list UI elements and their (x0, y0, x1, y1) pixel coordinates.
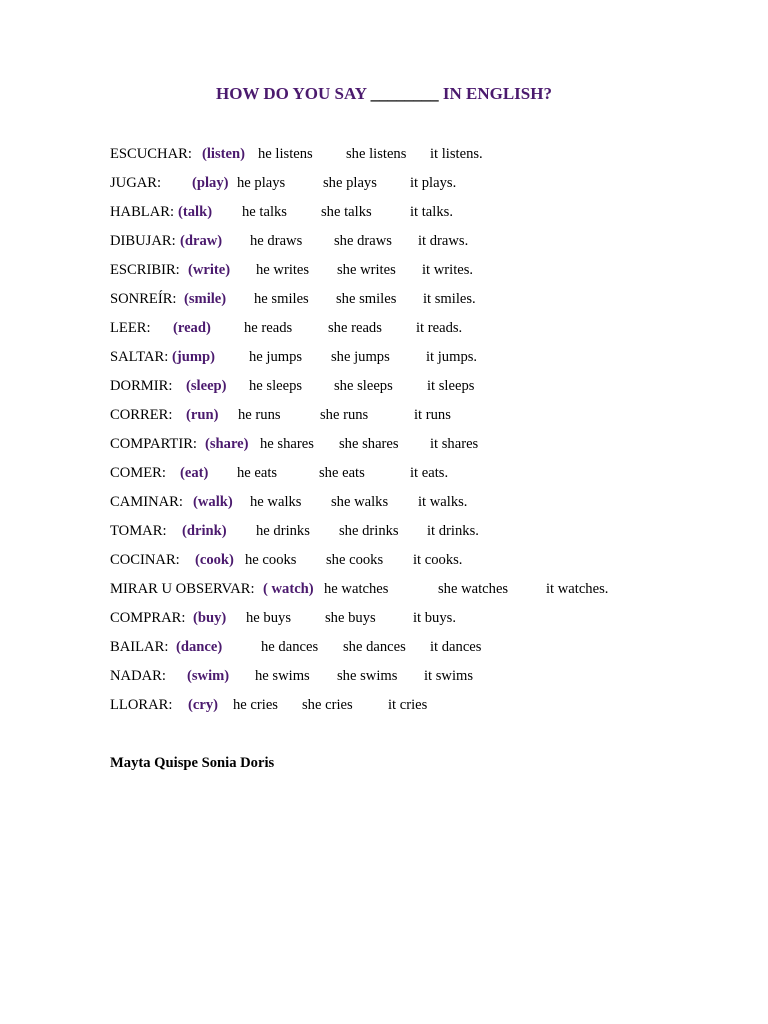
it-form: it sleeps (427, 378, 475, 394)
spanish-verb: NADAR: (110, 668, 166, 684)
she-form: she walks (331, 494, 389, 510)
he-form: he listens (258, 146, 313, 162)
it-form: it drinks. (427, 523, 479, 539)
she-form: she sleeps (334, 378, 393, 394)
he-form: he runs (238, 407, 281, 423)
he-form: he swims (255, 668, 310, 684)
she-form: she cooks (326, 552, 384, 568)
spanish-verb: CAMINAR: (110, 494, 183, 510)
it-form: it writes. (422, 262, 474, 278)
english-verb: (cook) (195, 552, 234, 568)
english-verb: (drink) (182, 523, 227, 539)
english-verb: (walk) (193, 494, 233, 510)
he-form: he dances (261, 639, 319, 655)
title-blank: ________ (370, 84, 439, 103)
english-verb: (smile) (184, 291, 227, 307)
it-form: it runs (414, 407, 451, 423)
she-form: she listens (346, 146, 407, 162)
she-form: she reads (328, 320, 382, 336)
he-form: he plays (237, 175, 286, 191)
verb-row (0, 491, 768, 513)
spanish-verb: MIRAR U OBSERVAR: (110, 581, 255, 597)
she-form: she talks (321, 204, 372, 220)
he-form: he draws (250, 233, 303, 249)
he-form: he walks (250, 494, 302, 510)
she-form: she cries (302, 697, 353, 713)
she-form: she eats (319, 465, 365, 481)
spanish-verb: LLORAR: (110, 697, 173, 713)
he-form: he shares (260, 436, 314, 452)
verb-row (0, 230, 768, 252)
verb-row (0, 578, 768, 600)
english-verb: (read) (173, 320, 211, 336)
spanish-verb: BAILAR: (110, 639, 169, 655)
spanish-verb: SALTAR: (110, 349, 169, 365)
it-form: it listens. (430, 146, 483, 162)
english-verb: (jump) (172, 349, 215, 365)
she-form: she watches (438, 581, 509, 597)
verb-row (0, 288, 768, 310)
verb-row (0, 520, 768, 542)
he-form: he reads (244, 320, 293, 336)
verb-row (0, 433, 768, 455)
page-title (0, 84, 768, 104)
she-form: she shares (339, 436, 399, 452)
it-form: it buys. (413, 610, 456, 626)
he-form: he watches (324, 581, 389, 597)
she-form: she runs (320, 407, 369, 423)
spanish-verb: ESCRIBIR: (110, 262, 180, 278)
she-form: she plays (323, 175, 377, 191)
english-verb: (write) (188, 262, 231, 278)
english-verb: (draw) (180, 233, 223, 249)
verb-row (0, 462, 768, 484)
verb-row (0, 143, 768, 165)
he-form: he cooks (245, 552, 297, 568)
he-form: he buys (246, 610, 291, 626)
verb-row (0, 259, 768, 281)
english-verb: (eat) (180, 465, 209, 481)
english-verb: (play) (192, 175, 229, 191)
spanish-verb: COMER: (110, 465, 166, 481)
he-form: he talks (242, 204, 287, 220)
it-form: it plays. (410, 175, 457, 191)
he-form: he sleeps (249, 378, 303, 394)
verb-row (0, 665, 768, 687)
she-form: she writes (337, 262, 396, 278)
spanish-verb: COMPARTIR: (110, 436, 197, 452)
spanish-verb: COMPRAR: (110, 610, 186, 626)
verb-row (0, 404, 768, 426)
english-verb: (dance) (176, 639, 223, 655)
spanish-verb: DORMIR: (110, 378, 173, 394)
verb-row (0, 549, 768, 571)
spanish-verb: DIBUJAR: (110, 233, 176, 249)
spanish-verb: JUGAR: (110, 175, 162, 191)
it-form: it walks. (418, 494, 468, 510)
it-form: it swims (424, 668, 474, 684)
she-form: she drinks (339, 523, 399, 539)
english-verb: (listen) (202, 146, 245, 162)
spanish-verb: COCINAR: (110, 552, 180, 568)
verb-row (0, 694, 768, 716)
she-form: she dances (343, 639, 406, 655)
he-form: he jumps (249, 349, 303, 365)
she-form: she buys (325, 610, 376, 626)
it-form: it watches. (546, 581, 609, 597)
he-form: he smiles (254, 291, 309, 307)
it-form: it draws. (418, 233, 469, 249)
it-form: it cries (388, 697, 428, 713)
english-verb: (swim) (187, 668, 230, 684)
english-verb: (cry) (188, 697, 218, 713)
english-verb: (buy) (193, 610, 227, 626)
she-form: she draws (334, 233, 392, 249)
spanish-verb: ESCUCHAR: (110, 146, 192, 162)
title-prefix: HOW DO YOU SAY (216, 84, 371, 103)
verb-row (0, 636, 768, 658)
verb-row (0, 375, 768, 397)
english-verb: ( watch) (263, 581, 314, 597)
english-verb: (run) (186, 407, 219, 423)
it-form: it dances (430, 639, 482, 655)
english-verb: (talk) (178, 204, 213, 220)
it-form: it reads. (416, 320, 463, 336)
spanish-verb: SONREÍR: (110, 291, 177, 307)
he-form: he writes (256, 262, 310, 278)
spanish-verb: TOMAR: (110, 523, 167, 539)
he-form: he cries (233, 697, 278, 713)
author-name: Mayta Quispe Sonia Doris (110, 755, 275, 771)
spanish-verb: CORRER: (110, 407, 173, 423)
verb-row (0, 317, 768, 339)
verb-row (0, 172, 768, 194)
she-form: she jumps (331, 349, 390, 365)
it-form: it talks. (410, 204, 453, 220)
he-form: he eats (237, 465, 278, 481)
title-suffix: IN ENGLISH? (438, 84, 552, 103)
she-form: she swims (337, 668, 398, 684)
english-verb: (share) (205, 436, 249, 452)
it-form: it shares (430, 436, 479, 452)
verb-row (0, 346, 768, 368)
she-form: she smiles (336, 291, 397, 307)
it-form: it eats. (410, 465, 449, 481)
spanish-verb: LEER: (110, 320, 151, 336)
he-form: he drinks (256, 523, 310, 539)
verb-row (0, 201, 768, 223)
it-form: it smiles. (423, 291, 476, 307)
it-form: it jumps. (426, 349, 478, 365)
english-verb: (sleep) (186, 378, 227, 394)
verb-row (0, 607, 768, 629)
spanish-verb: HABLAR: (110, 204, 175, 220)
it-form: it cooks. (413, 552, 463, 568)
